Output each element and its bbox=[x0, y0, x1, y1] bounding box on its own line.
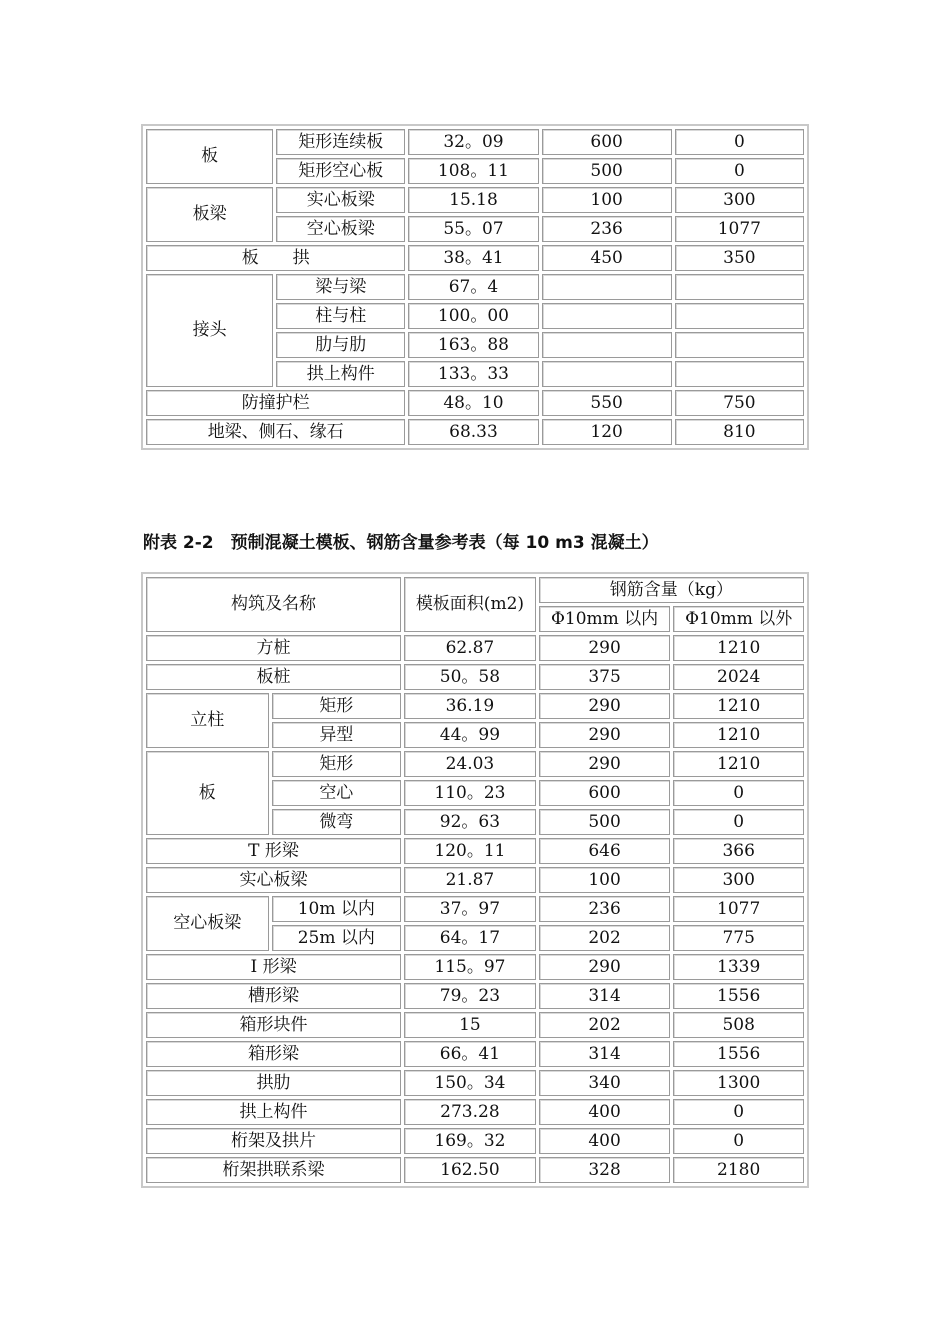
header-area: 模板面积(m2) bbox=[404, 577, 536, 632]
formwork-area-cell: 15 bbox=[404, 1012, 536, 1038]
row-label: 板 拱 bbox=[146, 245, 405, 271]
reference-table-continued bbox=[141, 124, 809, 450]
steel-lt10-cell: 290 bbox=[539, 954, 671, 980]
row-group-label: 板 bbox=[146, 129, 273, 184]
row-label: 实心板梁 bbox=[146, 867, 401, 893]
steel-gt10-cell bbox=[675, 332, 804, 358]
formwork-area-cell: 66。41 bbox=[404, 1041, 536, 1067]
formwork-area-cell: 24.03 bbox=[404, 751, 536, 777]
table-row bbox=[146, 635, 804, 661]
steel-gt10-cell: 1077 bbox=[675, 216, 804, 242]
steel-lt10-cell: 500 bbox=[539, 809, 671, 835]
steel-lt10-cell: 236 bbox=[539, 896, 671, 922]
steel-lt10-cell bbox=[542, 361, 672, 387]
formwork-area-cell: 68.33 bbox=[408, 419, 538, 445]
steel-gt10-cell: 508 bbox=[673, 1012, 804, 1038]
row-group-label: 板梁 bbox=[146, 187, 273, 242]
steel-lt10-cell: 400 bbox=[539, 1128, 671, 1154]
table-row bbox=[146, 1012, 804, 1038]
steel-gt10-cell: 0 bbox=[675, 129, 804, 155]
steel-gt10-cell: 2180 bbox=[673, 1157, 804, 1183]
steel-gt10-cell bbox=[675, 361, 804, 387]
steel-lt10-cell: 202 bbox=[539, 1012, 671, 1038]
precast-concrete-reference-table bbox=[141, 572, 809, 1188]
steel-gt10-cell: 0 bbox=[673, 809, 804, 835]
formwork-area-cell: 162.50 bbox=[404, 1157, 536, 1183]
table-row bbox=[146, 1128, 804, 1154]
steel-lt10-cell: 290 bbox=[539, 635, 671, 661]
steel-gt10-cell: 1210 bbox=[673, 722, 804, 748]
steel-lt10-cell: 450 bbox=[542, 245, 672, 271]
formwork-area-cell: 50。58 bbox=[404, 664, 536, 690]
table-row bbox=[146, 954, 804, 980]
table-row bbox=[146, 983, 804, 1009]
table-row bbox=[146, 245, 804, 271]
steel-gt10-cell: 0 bbox=[673, 780, 804, 806]
row-label: 槽形梁 bbox=[146, 983, 401, 1009]
row-label: 桁架拱联系梁 bbox=[146, 1157, 401, 1183]
table2-body bbox=[146, 635, 804, 1183]
row-group-label: 空心板梁 bbox=[146, 896, 269, 951]
steel-gt10-cell bbox=[675, 303, 804, 329]
formwork-area-cell: 108。11 bbox=[408, 158, 538, 184]
table-row bbox=[146, 1157, 804, 1183]
steel-gt10-cell: 300 bbox=[673, 867, 804, 893]
steel-gt10-cell: 366 bbox=[673, 838, 804, 864]
steel-lt10-cell: 290 bbox=[539, 722, 671, 748]
steel-lt10-cell: 375 bbox=[539, 664, 671, 690]
table-row bbox=[146, 274, 804, 300]
formwork-area-cell: 21.87 bbox=[404, 867, 536, 893]
row-label: 地梁、侧石、缘石 bbox=[146, 419, 405, 445]
table-row bbox=[146, 129, 804, 155]
row-group-label: 板 bbox=[146, 751, 269, 835]
steel-gt10-cell: 1556 bbox=[673, 1041, 804, 1067]
steel-lt10-cell: 202 bbox=[539, 925, 671, 951]
formwork-area-cell: 110。23 bbox=[404, 780, 536, 806]
formwork-area-cell: 64。17 bbox=[404, 925, 536, 951]
row-label: 防撞护栏 bbox=[146, 390, 405, 416]
steel-gt10-cell bbox=[675, 274, 804, 300]
steel-gt10-cell: 775 bbox=[673, 925, 804, 951]
steel-lt10-cell: 236 bbox=[542, 216, 672, 242]
row-sub-label: 空心 bbox=[272, 780, 402, 806]
steel-gt10-cell: 1300 bbox=[673, 1070, 804, 1096]
row-sub-label: 肋与肋 bbox=[276, 332, 405, 358]
table-row bbox=[146, 390, 804, 416]
steel-gt10-cell: 0 bbox=[673, 1128, 804, 1154]
row-label: 板桩 bbox=[146, 664, 401, 690]
row-label: T 形梁 bbox=[146, 838, 401, 864]
formwork-area-cell: 79。23 bbox=[404, 983, 536, 1009]
row-label: 拱肋 bbox=[146, 1070, 401, 1096]
steel-gt10-cell: 0 bbox=[675, 158, 804, 184]
formwork-area-cell: 55。07 bbox=[408, 216, 538, 242]
row-sub-label: 空心板梁 bbox=[276, 216, 405, 242]
steel-lt10-cell: 646 bbox=[539, 838, 671, 864]
header-name: 构筑及名称 bbox=[146, 577, 401, 632]
steel-lt10-cell: 120 bbox=[542, 419, 672, 445]
formwork-area-cell: 115。97 bbox=[404, 954, 536, 980]
row-sub-label: 实心板梁 bbox=[276, 187, 405, 213]
formwork-area-cell: 163。88 bbox=[408, 332, 538, 358]
steel-gt10-cell: 1339 bbox=[673, 954, 804, 980]
table-row bbox=[146, 896, 804, 922]
table-row bbox=[146, 664, 804, 690]
row-label: 桁架及拱片 bbox=[146, 1128, 401, 1154]
steel-lt10-cell: 600 bbox=[542, 129, 672, 155]
row-sub-label: 梁与梁 bbox=[276, 274, 405, 300]
row-label: 方桩 bbox=[146, 635, 401, 661]
table-row bbox=[146, 1041, 804, 1067]
steel-lt10-cell: 400 bbox=[539, 1099, 671, 1125]
row-sub-label: 异型 bbox=[272, 722, 402, 748]
steel-lt10-cell: 500 bbox=[542, 158, 672, 184]
formwork-area-cell: 15.18 bbox=[408, 187, 538, 213]
table-row bbox=[146, 751, 804, 777]
formwork-area-cell: 169。32 bbox=[404, 1128, 536, 1154]
steel-gt10-cell: 350 bbox=[675, 245, 804, 271]
steel-lt10-cell: 100 bbox=[539, 867, 671, 893]
formwork-area-cell: 120。11 bbox=[404, 838, 536, 864]
row-sub-label: 25m 以内 bbox=[272, 925, 402, 951]
row-label: 拱上构件 bbox=[146, 1099, 401, 1125]
table-row bbox=[146, 838, 804, 864]
table-row bbox=[146, 187, 804, 213]
steel-gt10-cell: 0 bbox=[673, 1099, 804, 1125]
formwork-area-cell: 62.87 bbox=[404, 635, 536, 661]
formwork-area-cell: 150。34 bbox=[404, 1070, 536, 1096]
steel-gt10-cell: 300 bbox=[675, 187, 804, 213]
formwork-area-cell: 37。97 bbox=[404, 896, 536, 922]
steel-lt10-cell bbox=[542, 332, 672, 358]
steel-gt10-cell: 1077 bbox=[673, 896, 804, 922]
row-group-label: 立柱 bbox=[146, 693, 269, 748]
row-sub-label: 拱上构件 bbox=[276, 361, 405, 387]
formwork-area-cell: 133。33 bbox=[408, 361, 538, 387]
table-row bbox=[146, 1099, 804, 1125]
steel-gt10-cell: 1210 bbox=[673, 751, 804, 777]
formwork-area-cell: 48。10 bbox=[408, 390, 538, 416]
steel-lt10-cell: 100 bbox=[542, 187, 672, 213]
steel-lt10-cell: 290 bbox=[539, 693, 671, 719]
steel-lt10-cell bbox=[542, 303, 672, 329]
row-sub-label: 10m 以内 bbox=[272, 896, 402, 922]
steel-gt10-cell: 750 bbox=[675, 390, 804, 416]
row-label: 箱形块件 bbox=[146, 1012, 401, 1038]
header-lt10: Φ10mm 以内 bbox=[539, 606, 671, 632]
steel-lt10-cell: 328 bbox=[539, 1157, 671, 1183]
formwork-area-cell: 38。41 bbox=[408, 245, 538, 271]
table2-caption: 附表 2-2 预制混凝土模板、钢筋含量参考表（每 10 m3 混凝土） bbox=[143, 533, 659, 553]
row-sub-label: 微弯 bbox=[272, 809, 402, 835]
header-steel: 钢筋含量（kg） bbox=[539, 577, 804, 603]
table1-body bbox=[146, 129, 804, 445]
steel-gt10-cell: 1210 bbox=[673, 635, 804, 661]
steel-lt10-cell bbox=[542, 274, 672, 300]
steel-gt10-cell: 810 bbox=[675, 419, 804, 445]
table-row bbox=[146, 1070, 804, 1096]
row-sub-label: 矩形 bbox=[272, 751, 402, 777]
table2-header bbox=[146, 577, 804, 632]
steel-lt10-cell: 290 bbox=[539, 751, 671, 777]
formwork-area-cell: 273.28 bbox=[404, 1099, 536, 1125]
formwork-area-cell: 92。63 bbox=[404, 809, 536, 835]
row-sub-label: 矩形空心板 bbox=[276, 158, 405, 184]
formwork-area-cell: 67。4 bbox=[408, 274, 538, 300]
row-sub-label: 柱与柱 bbox=[276, 303, 405, 329]
table-row bbox=[146, 693, 804, 719]
formwork-area-cell: 100。00 bbox=[408, 303, 538, 329]
table-row bbox=[146, 419, 804, 445]
steel-gt10-cell: 2024 bbox=[673, 664, 804, 690]
table-row bbox=[146, 867, 804, 893]
steel-lt10-cell: 340 bbox=[539, 1070, 671, 1096]
row-sub-label: 矩形 bbox=[272, 693, 402, 719]
row-label: Ⅰ 形梁 bbox=[146, 954, 401, 980]
steel-gt10-cell: 1210 bbox=[673, 693, 804, 719]
steel-lt10-cell: 600 bbox=[539, 780, 671, 806]
row-group-label: 接头 bbox=[146, 274, 273, 387]
formwork-area-cell: 44。99 bbox=[404, 722, 536, 748]
formwork-area-cell: 32。09 bbox=[408, 129, 538, 155]
header-gt10: Φ10mm 以外 bbox=[673, 606, 804, 632]
steel-gt10-cell: 1556 bbox=[673, 983, 804, 1009]
steel-lt10-cell: 314 bbox=[539, 983, 671, 1009]
row-label: 箱形梁 bbox=[146, 1041, 401, 1067]
row-sub-label: 矩形连续板 bbox=[276, 129, 405, 155]
formwork-area-cell: 36.19 bbox=[404, 693, 536, 719]
steel-lt10-cell: 550 bbox=[542, 390, 672, 416]
steel-lt10-cell: 314 bbox=[539, 1041, 671, 1067]
